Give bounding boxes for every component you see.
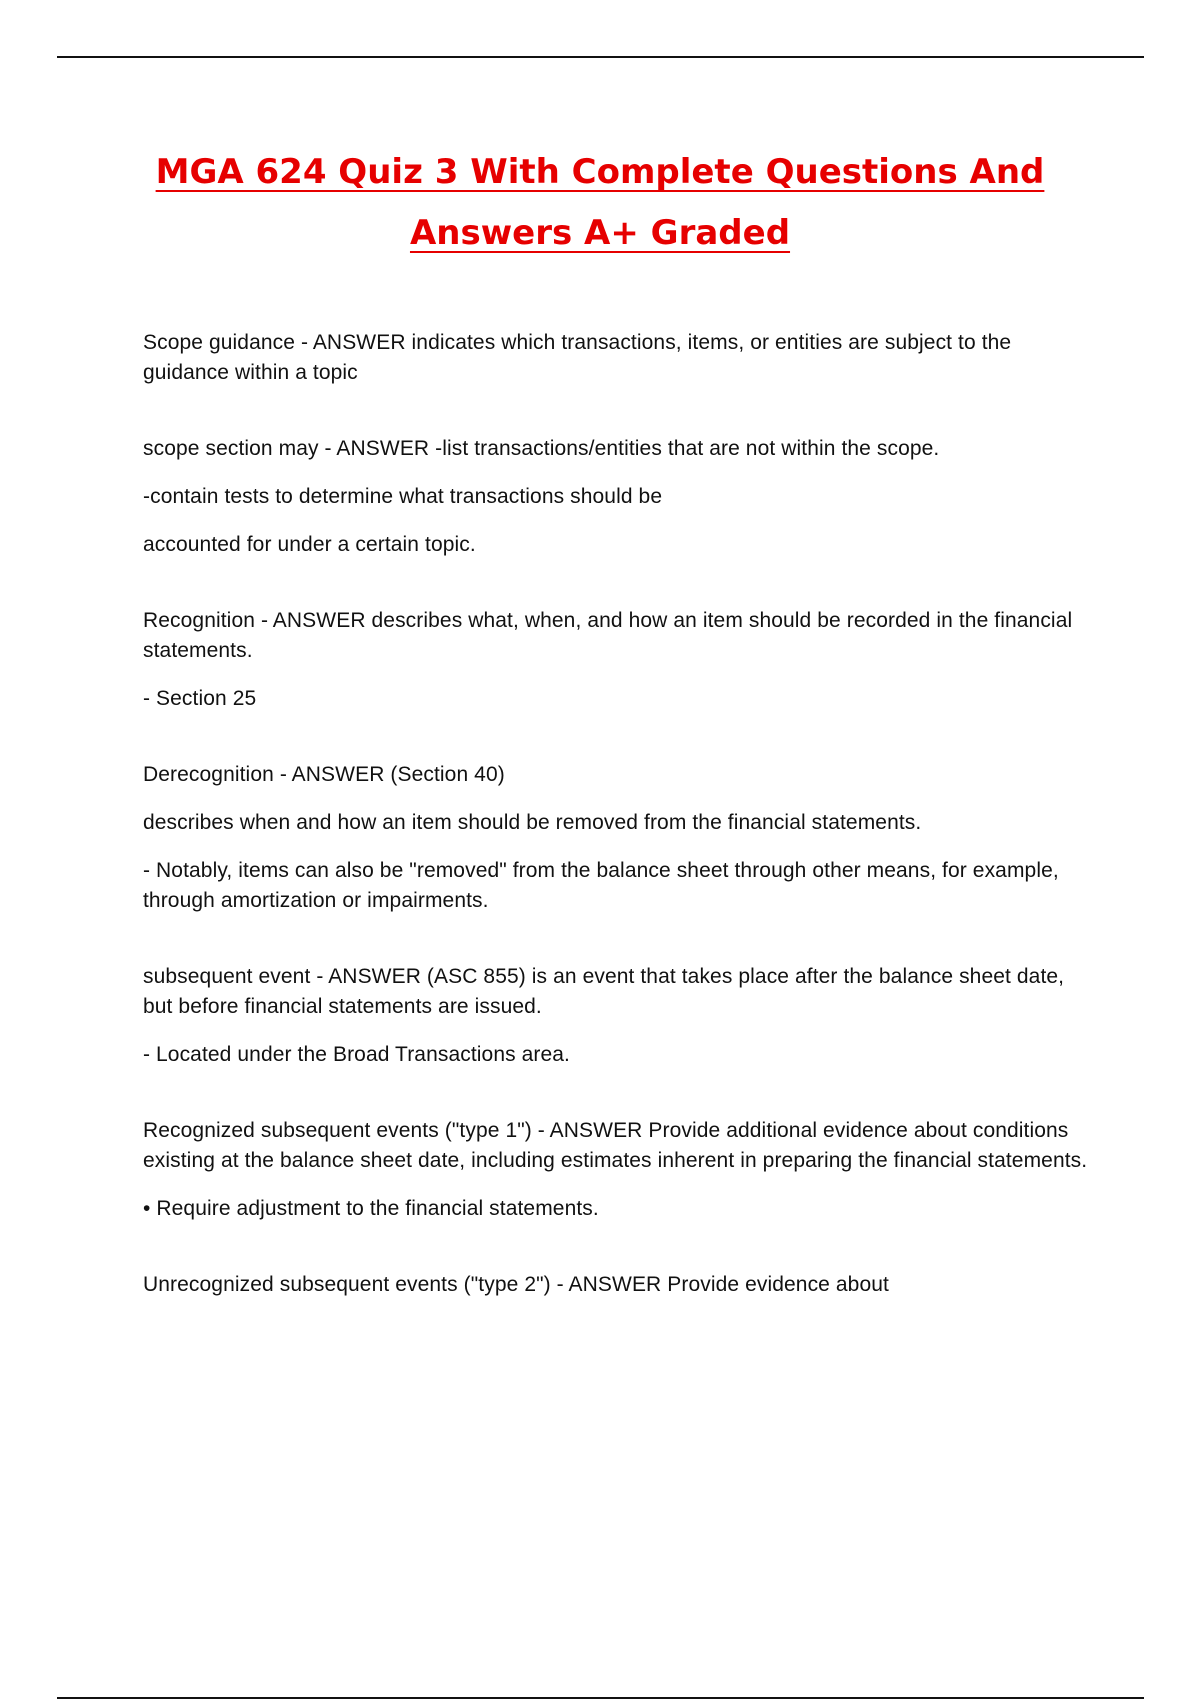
document-body (143, 328, 1091, 1300)
qa-entry (143, 434, 1091, 560)
entry-paragraph: describes when and how an item should be removed from the financial statements. (143, 811, 922, 834)
qa-entry (143, 1116, 1091, 1224)
entry-paragraph: scope section may - ANSWER -list transactions/entities that are not within the scope. (143, 437, 940, 460)
entry-paragraph: accounted for under a certain topic. (143, 533, 476, 556)
entry-paragraph: - Located under the Broad Transactions area. (143, 1043, 570, 1066)
qa-entry (143, 962, 1091, 1070)
entry-paragraph: Recognition - ANSWER describes what, when, and how an item should be recorded in the financial statements. (143, 609, 1073, 662)
entry-paragraph: • Require adjustment to the financial statements. (143, 1197, 599, 1220)
qa-entry (143, 606, 1091, 714)
top-rule (57, 56, 1144, 58)
bottom-rule (57, 1697, 1144, 1699)
entry-paragraph: - Notably, items can also be "removed" from the balance sheet through other means, for example, through amortization or impairments. (143, 859, 1059, 912)
entry-paragraph: Derecognition - ANSWER (Section 40) (143, 763, 505, 786)
entry-paragraph: Recognized subsequent events ("type 1") - ANSWER Provide additional evidence about conditions existing at the balance sheet date, including estimates inherent in preparing the financial statements. (143, 1119, 1088, 1172)
qa-entry (143, 1270, 1091, 1300)
title-line-1: MGA 624 Quiz 3 With Complete Questions And (155, 152, 1045, 192)
qa-entry (143, 328, 1091, 388)
qa-entry (143, 760, 1091, 916)
entry-paragraph: - Section 25 (143, 687, 257, 710)
entry-paragraph: Unrecognized subsequent events ("type 2") - ANSWER Provide evidence about (143, 1273, 889, 1296)
entry-paragraph: -contain tests to determine what transactions should be (143, 485, 663, 508)
entry-paragraph: Scope guidance - ANSWER indicates which transactions, items, or entities are subject to the guidance within a topic (143, 331, 1012, 384)
entry-paragraph: subsequent event - ANSWER (ASC 855) is an event that takes place after the balance sheet date, but before financial statements are issued. (143, 965, 1065, 1018)
document-title (100, 142, 1100, 264)
title-line-2: Answers A+ Graded (409, 213, 791, 253)
